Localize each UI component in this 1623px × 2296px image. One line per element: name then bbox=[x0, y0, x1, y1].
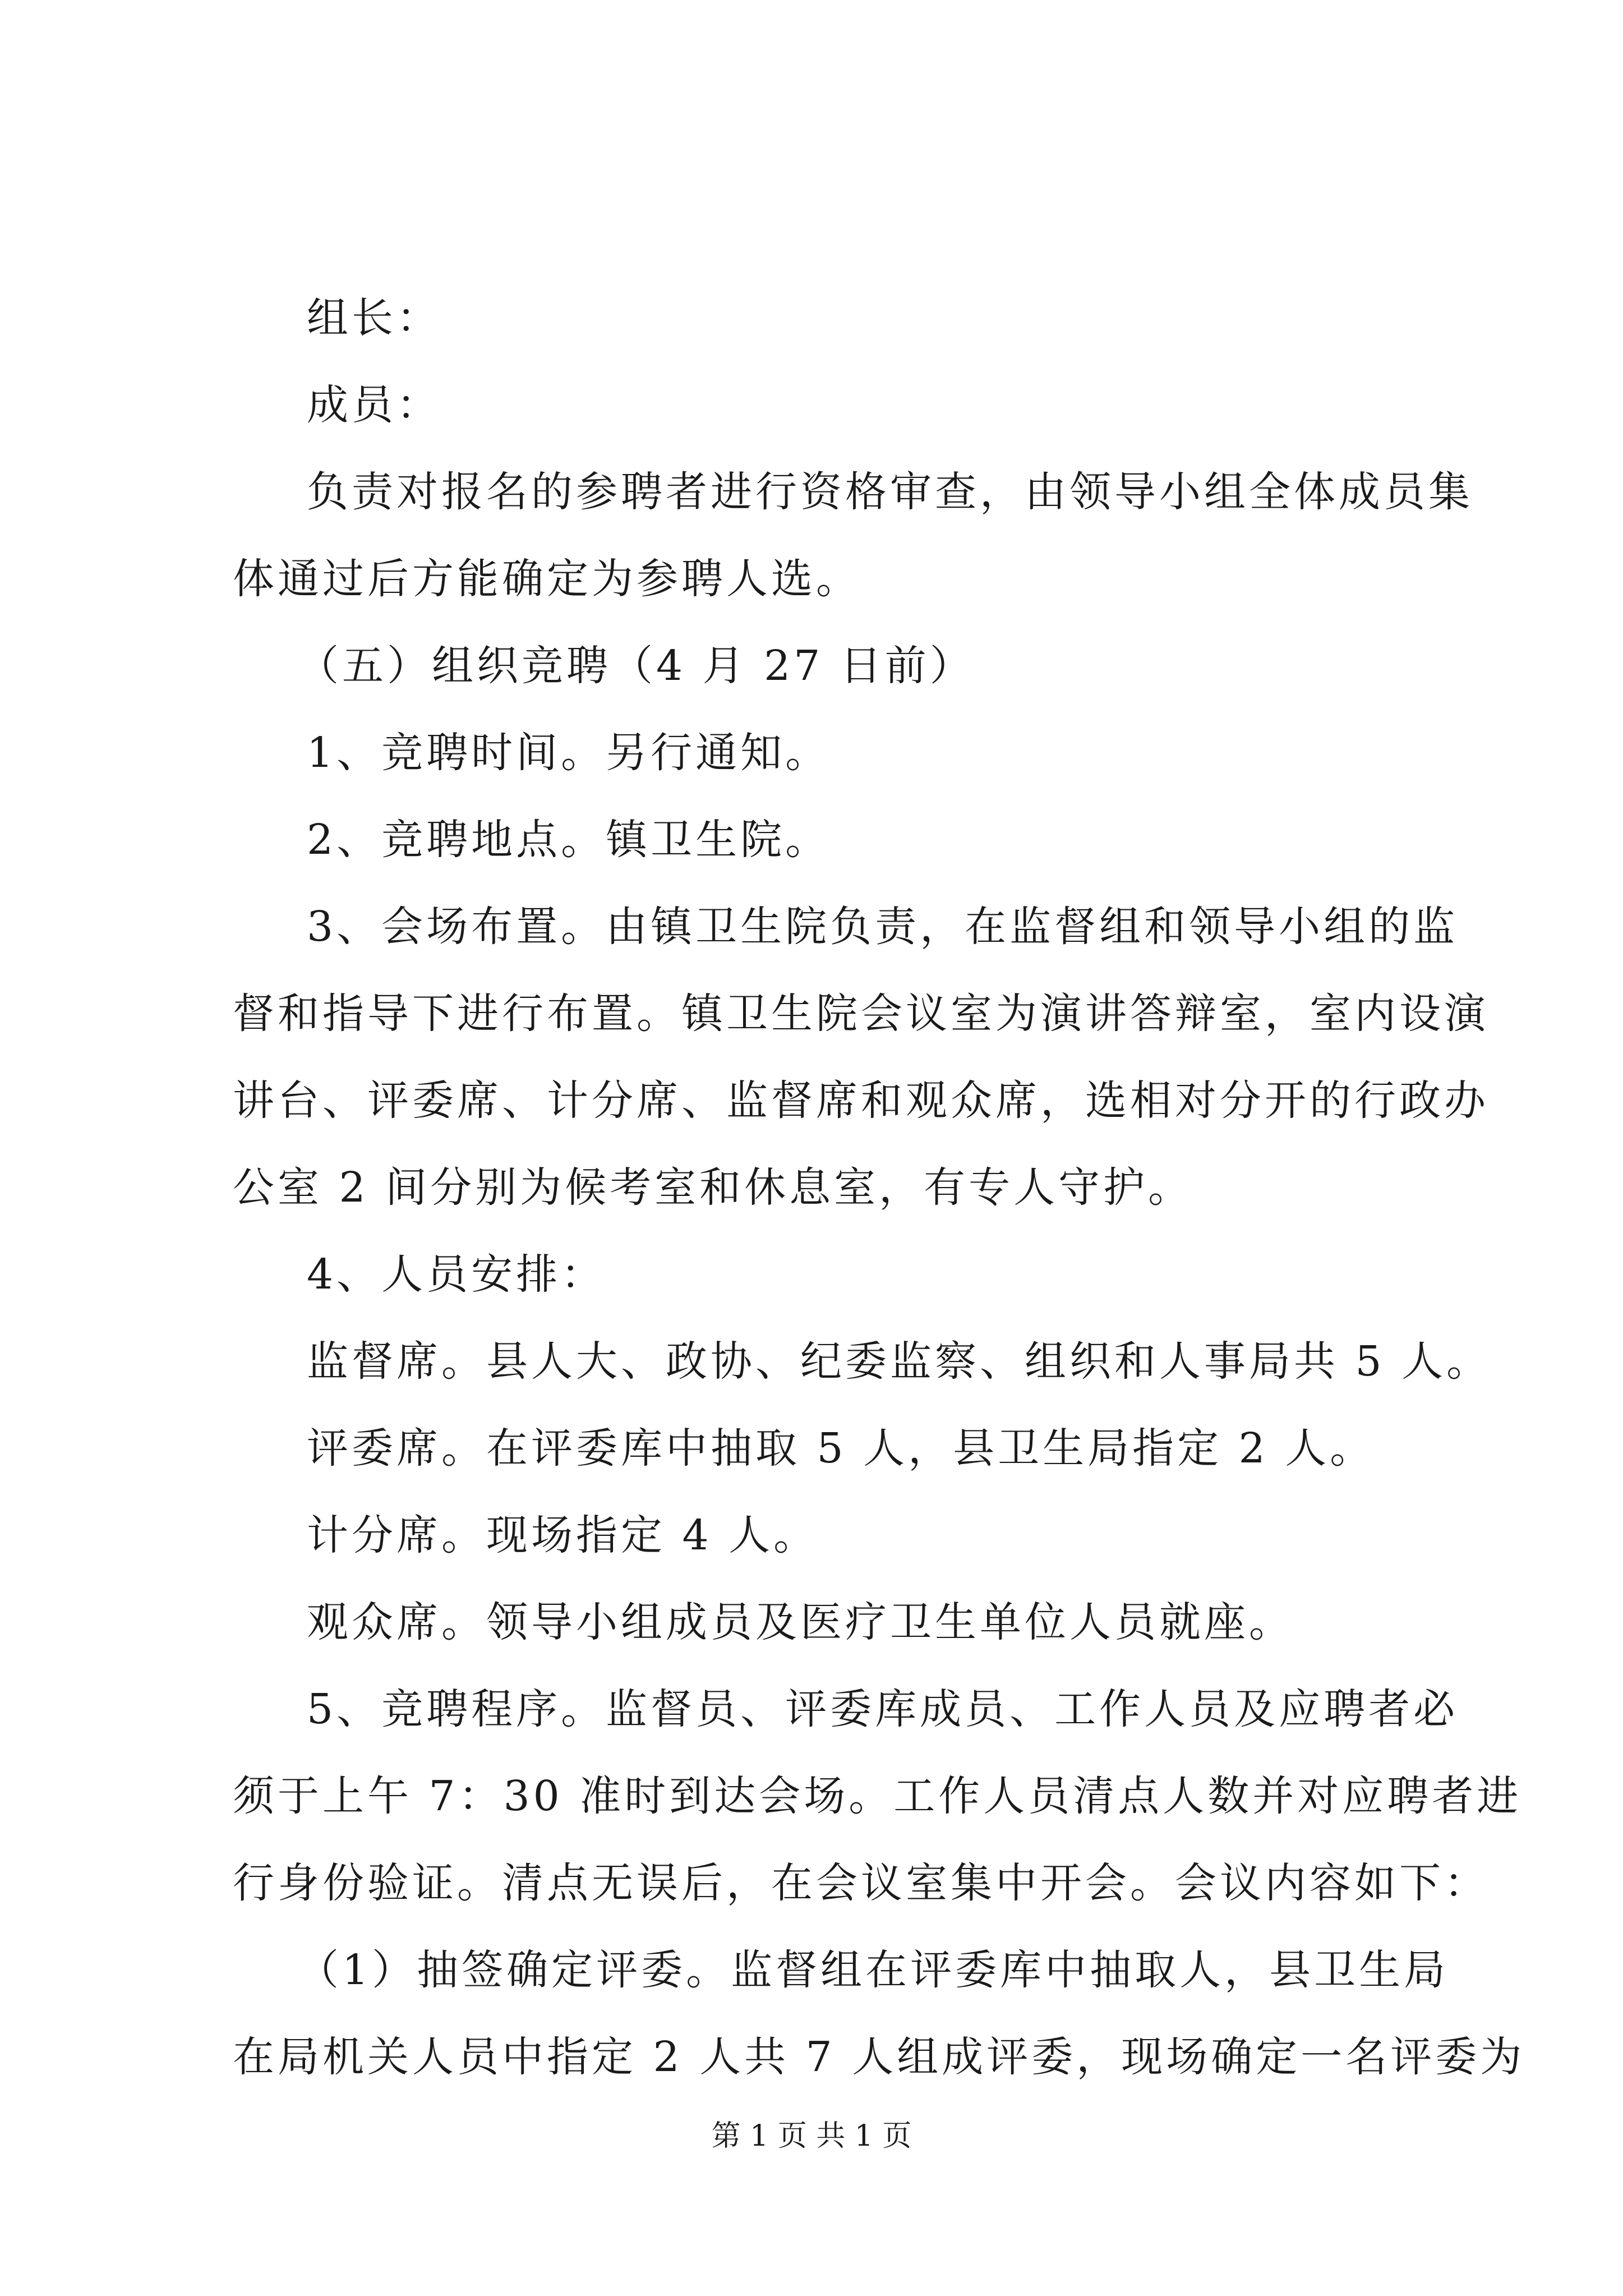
page-footer: 第 1 页 共 1 页 bbox=[711, 2119, 912, 2153]
text-line: 4、人员安排： bbox=[307, 1250, 606, 1299]
text-line: 行身份验证。清点无误后，在会议室集中开会。会议内容如下： bbox=[233, 1859, 1489, 1907]
text-line: 观众席。领导小组成员及医疗卫生单位人员就座。 bbox=[307, 1598, 1294, 1646]
document-body bbox=[233, 294, 1525, 2123]
text-line: 组长： bbox=[307, 294, 441, 342]
text-line: （1）抽签确定评委。监督组在评委库中抽取人，县卫生局 bbox=[297, 1946, 1449, 1994]
text-line: 在局机关人员中指定 2 人共 7 人组成评委，现场确定一名评委为 bbox=[233, 2033, 1525, 2081]
text-line: 2、竞聘地点。镇卫生院。 bbox=[307, 816, 831, 864]
text-line: 体通过后方能确定为参聘人选。 bbox=[233, 555, 861, 603]
text-line: 5、竞聘程序。监督员、评委库成员、工作人员及应聘者必 bbox=[307, 1685, 1459, 1733]
text-line: 监督席。县人大、政协、纪委监察、组织和人事局共 5 人。 bbox=[307, 1337, 1492, 1386]
text-line: 3、会场布置。由镇卫生院负责，在监督组和领导小组的监 bbox=[307, 903, 1459, 951]
section-heading: （五）组织竞聘（4 月 27 日前） bbox=[297, 642, 975, 690]
text-line: 成员： bbox=[307, 381, 441, 429]
text-line: 负责对报名的参聘者进行资格审查，由领导小组全体成员集 bbox=[307, 468, 1473, 516]
text-line: 督和指导下进行布置。镇卫生院会议室为演讲答辩室，室内设演 bbox=[233, 990, 1489, 1038]
text-line: 计分席。现场指定 4 人。 bbox=[307, 1511, 819, 1559]
text-line: 讲台、评委席、计分席、监督席和观众席，选相对分开的行政办 bbox=[233, 1076, 1489, 1125]
text-line: 公室 2 间分别为候考室和休息室，有专人守护。 bbox=[233, 1163, 1193, 1212]
text-line: 1、竞聘时间。另行通知。 bbox=[307, 729, 831, 777]
text-line: 评委席。在评委库中抽取 5 人，县卫生局指定 2 人。 bbox=[307, 1424, 1375, 1473]
text-line: 须于上午 7：30 准时到达会场。工作人员清点人数并对应聘者进 bbox=[233, 1772, 1522, 1820]
